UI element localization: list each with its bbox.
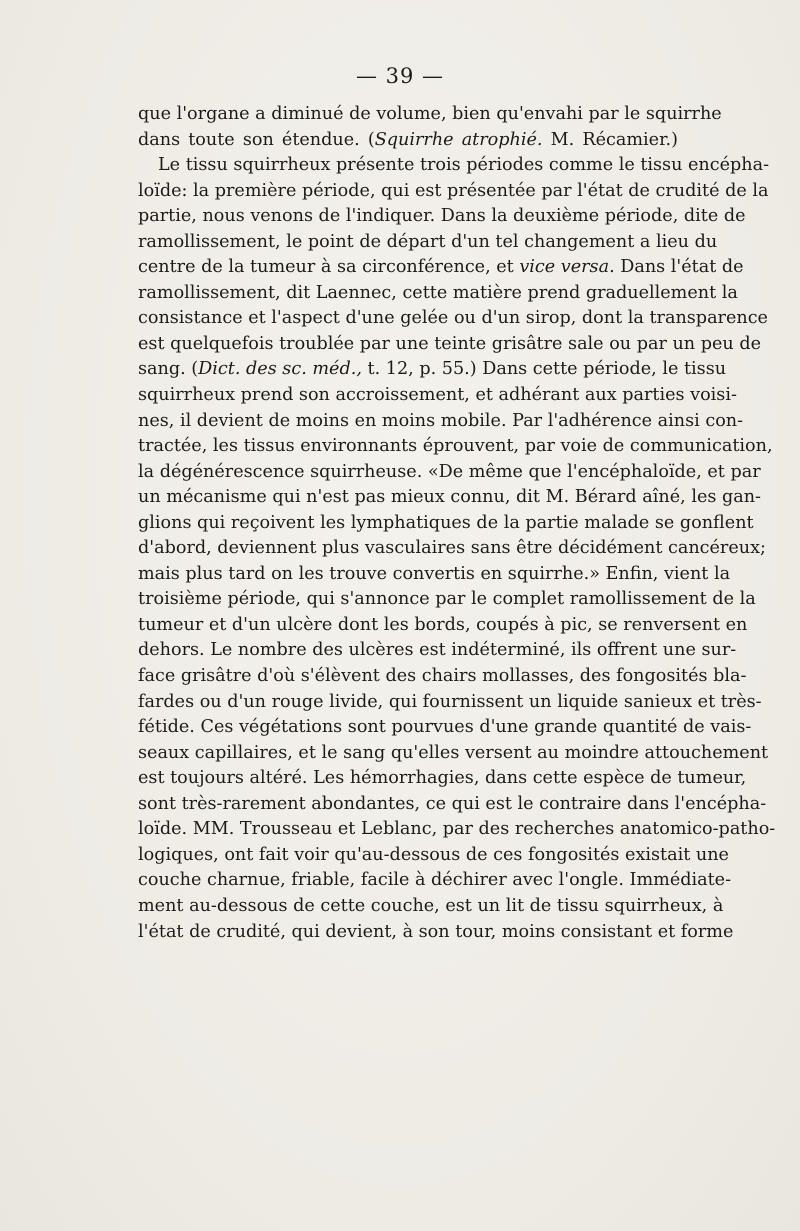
text-line [138, 383, 737, 409]
text-line [138, 102, 722, 128]
text-segment: Le tissu squirrheux présente trois périodes comme le tissu encépha- [158, 155, 770, 176]
text-line [138, 741, 769, 767]
text-line [138, 536, 766, 562]
text-segment: consistance et l'aspect d'une gelée ou d'un sirop, dont la transparence [138, 308, 768, 329]
text-line [138, 357, 727, 383]
text-line [138, 485, 762, 511]
text-segment: d'abord, deviennent plus vasculaires sans être décidément cancéreux; [138, 538, 766, 559]
text-segment: tractée, les tissus environnants éprouvent, par voie de communication, [138, 436, 773, 457]
text-segment: troisième période, qui s'annonce par le complet ramollissement de la [138, 589, 756, 610]
text-segment: squirrheux prend son accroissement, et adhérant aux parties voisi- [138, 385, 737, 406]
text-segment: l'état de crudité, qui devient, à son tour, moins consistant et forme [138, 921, 734, 942]
text-line [138, 664, 747, 690]
text-segment: est toujours altéré. Les hémorrhagies, dans cette espèce de tumeur, [138, 768, 747, 789]
text-line [138, 179, 769, 205]
text-segment: ramollissement, le point de départ d'un tel changement a lieu du [138, 231, 718, 252]
text-line [138, 204, 746, 230]
text-segment: un mécanisme qui n'est pas mieux connu, dit M. Bérard aîné, les gan- [138, 487, 762, 508]
text-segment: partie, nous venons de l'indiquer. Dans la deuxième période, dite de [138, 206, 746, 227]
text-line [138, 409, 744, 435]
text-segment: M. Récamier.) [542, 129, 678, 150]
text-segment: loïde. MM. Trousseau et Leblanc, par des recherches anatomico-patho- [138, 819, 776, 840]
text-line [138, 332, 761, 358]
text-segment: face grisâtre d'où s'élèvent des chairs mollasses, des fongosités bla- [138, 666, 747, 687]
body-text [138, 102, 776, 945]
text-line [138, 562, 731, 588]
text-line [138, 230, 718, 256]
text-line [138, 460, 761, 486]
page-number: — 39 — [355, 64, 445, 88]
text-line [138, 843, 729, 869]
text-segment: fardes ou d'un rouge livide, qui fournissent un liquide sanieux et très- [138, 691, 762, 712]
text-segment: logiques, ont fait voir qu'au-dessous de ces fongosités existait une [138, 844, 729, 865]
text-segment: seaux capillaires, et le sang qu'elles versent au moindre attouchement [138, 742, 769, 763]
text-line [138, 792, 767, 818]
text-line [138, 587, 756, 613]
text-line [138, 715, 752, 741]
text-segment: Dans l'état de [614, 257, 744, 278]
text-segment: glions qui reçoivent les lymphatiques de la partie malade se gonflent [138, 512, 754, 533]
text-segment: tumeur et d'un ulcère dont les bords, coupés à pic, se renversent en [138, 614, 748, 635]
text-line [138, 894, 724, 920]
text-segment: sang. ( [138, 359, 199, 380]
text-line [138, 920, 734, 946]
text-segment: la dégénérescence squirrheuse. «De même que l'encéphaloïde, et par [138, 461, 761, 482]
text-line [138, 306, 768, 332]
text-line [138, 153, 770, 179]
text-segment: nes, il devient de moins en moins mobile. Par l'adhérence ainsi con- [138, 410, 744, 431]
text-line [138, 638, 737, 664]
text-segment: dehors. Le nombre des ulcères est indéterminé, ils offrent une sur- [138, 640, 737, 661]
text-line [138, 766, 747, 792]
text-segment: couche charnue, friable, facile à déchirer avec l'ongle. Immédiate- [138, 870, 732, 891]
text-segment: fétide. Ces végétations sont pourvues d'une grande quantité de vais- [138, 717, 752, 738]
text-segment: Dict. des sc. méd., [198, 359, 362, 380]
text-line [138, 817, 776, 843]
text-line [138, 868, 732, 894]
text-segment: que l'organe a diminué de volume, bien qu'envahi par le squirrhe [138, 104, 722, 124]
text-segment: mais plus tard on les trouve convertis en squirrhe.» Enfin, vient la [138, 563, 731, 584]
text-segment: sont très-rarement abondantes, ce qui est le contraire dans l'encépha- [138, 793, 767, 814]
text-line [138, 281, 738, 307]
text-line [138, 128, 678, 154]
text-line [138, 255, 744, 281]
text-segment: ment au-dessous de cette couche, est un lit de tissu squirrheux, à [138, 895, 724, 916]
text-line [138, 690, 762, 716]
text-segment: Squirrhe atrophié. [374, 129, 543, 150]
text-segment: vice versa. [519, 257, 615, 278]
text-line [138, 613, 748, 639]
text-segment: t. 12, p. 55.) Dans cette période, le tissu [361, 359, 727, 380]
text-segment: dans toute son étendue. ( [138, 129, 375, 150]
text-segment: centre de la tumeur à sa circonférence, et [138, 257, 520, 278]
text-line [138, 511, 754, 537]
text-segment: ramollissement, dit Laennec, cette matière prend graduellement la [138, 282, 738, 303]
text-segment: est quelquefois troublée par une teinte grisâtre sale ou par un peu de [138, 333, 761, 354]
text-segment: loïde: la première période, qui est présentée par l'état de crudité de la [138, 180, 769, 201]
text-line [138, 434, 773, 460]
